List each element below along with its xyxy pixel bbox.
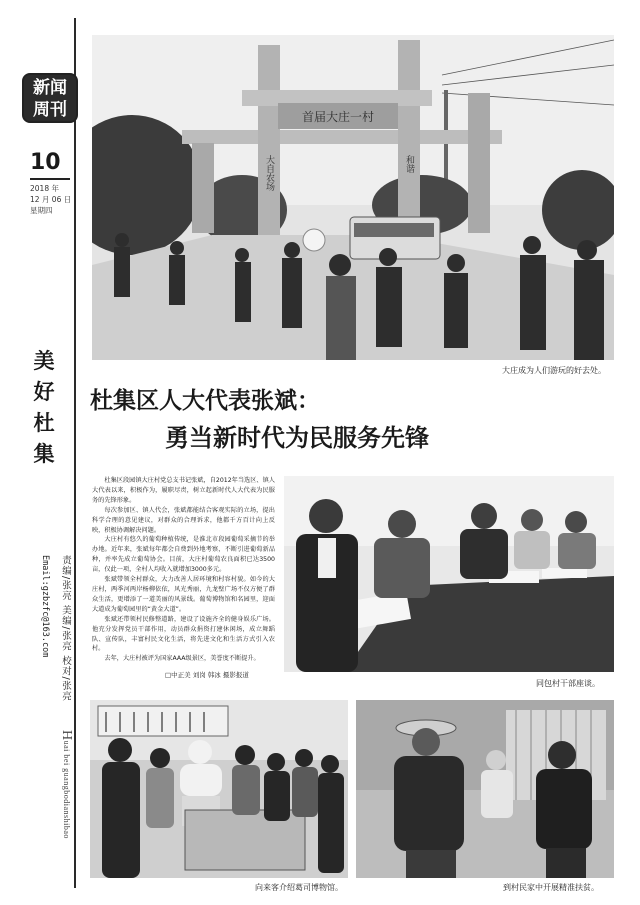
date-year: 2018 年 bbox=[30, 184, 59, 193]
date-weekday: 星期四 bbox=[30, 206, 53, 215]
meeting-illustration bbox=[284, 476, 614, 672]
pinyin-rest: uai bei guangbodianshibao bbox=[62, 740, 71, 839]
masthead-logo bbox=[22, 73, 78, 123]
arch-sign-right: 和谐 bbox=[404, 155, 414, 173]
pinyin-initial: H bbox=[59, 730, 74, 741]
issue-date bbox=[30, 183, 71, 216]
article-paragraph: 每次参加区、镇人代会，张斌都能结合客观实际的立场，提出科学合理的意见建议，对群众的合理诉求，他都千方百计向上反映，积极协调解决问题。 bbox=[92, 506, 275, 534]
masthead-line2: 周刊 bbox=[33, 100, 67, 120]
photo-meeting bbox=[284, 476, 614, 672]
article-body bbox=[92, 476, 275, 664]
date-monthday: 12 月 06 日 bbox=[30, 195, 72, 204]
issue-rule bbox=[30, 178, 70, 180]
paper-pinyin bbox=[58, 730, 74, 839]
village-illustration bbox=[356, 700, 614, 878]
article-byline: □中正美 刘岗 韩冰 摄影报道 bbox=[165, 671, 249, 679]
section-title bbox=[32, 345, 56, 469]
editor-email: Email:gzbzfc@163.com bbox=[40, 555, 50, 658]
article-paragraph: 张斌还带领村民修整道路，建设了设施齐全的健身娱乐广场。他充分发挥党员干部作用，动员群众捐资打建休闲场，成立舞蹈队、宣传队，丰富村民文化生活，将先进文化和生活方式引入农村。 bbox=[92, 615, 275, 653]
museum-illustration bbox=[90, 700, 348, 878]
photo-museum bbox=[90, 700, 348, 878]
issue-number: 10 bbox=[30, 150, 61, 175]
article-paragraph: 去年，大庄村被评为国家AAA级景区，美誉度不断提升。 bbox=[104, 655, 260, 663]
editor-credits: 责编/张亮 美编/张亮 校对/张亮 bbox=[60, 555, 71, 702]
article-paragraph: 大庄村有悠久的葡萄种植传统，是淮北市段园葡萄采摘节的举办地。近年来，张斌每年都会自费到外地考察，不断引进葡萄新品种，并率先成立葡萄协会。目前，大庄村葡萄农良面积已达3500亩，仅此一项，全村人均收入就增加3000多元。 bbox=[92, 536, 275, 574]
caption-village: 到村民家中开展精准扶贫。 bbox=[503, 883, 599, 892]
section-char: 杜 bbox=[33, 410, 55, 435]
caption-meeting: 同包村干部座谈。 bbox=[536, 679, 600, 688]
caption-archway: 大庄成为人们游玩的好去处。 bbox=[502, 366, 606, 375]
section-char: 集 bbox=[33, 441, 55, 466]
photo-village bbox=[356, 700, 614, 878]
archway-illustration bbox=[92, 35, 614, 360]
left-rail bbox=[0, 0, 80, 905]
rail-divider bbox=[74, 18, 76, 888]
caption-museum: 向来客介绍葛司博物馆。 bbox=[255, 883, 343, 892]
section-char: 好 bbox=[33, 379, 55, 404]
masthead-line1: 新闻 bbox=[33, 78, 67, 98]
section-char: 美 bbox=[33, 348, 55, 373]
headline-title: 杜集区人大代表张斌： bbox=[90, 387, 320, 414]
headline-subtitle: 勇当新时代为民服务先锋 bbox=[165, 423, 429, 452]
arch-sign-top: 首届大庄一村 bbox=[301, 110, 375, 124]
article-paragraph: 张斌带领全村群众，大力改善人居环境和村容村貌。如今的大庄村，两季河两岸杨柳依依，风光秀丽，九龙壁广场不仅方便了群众生活，更增添了一道美丽的风景线。葡萄博物馆和名园里，迎面大道成为葡萄园里的“黄金大道”。 bbox=[92, 576, 275, 613]
photo-archway bbox=[92, 35, 614, 360]
arch-sign-left: 大自农场 bbox=[264, 155, 274, 191]
article-paragraph: 杜集区段园镇大庄村党总支书记张斌，自2012年当选区、镇人大代表以来，积极作为，履职尽责，树立起新时代人大代表为民服务的先锋形象。 bbox=[92, 477, 275, 504]
